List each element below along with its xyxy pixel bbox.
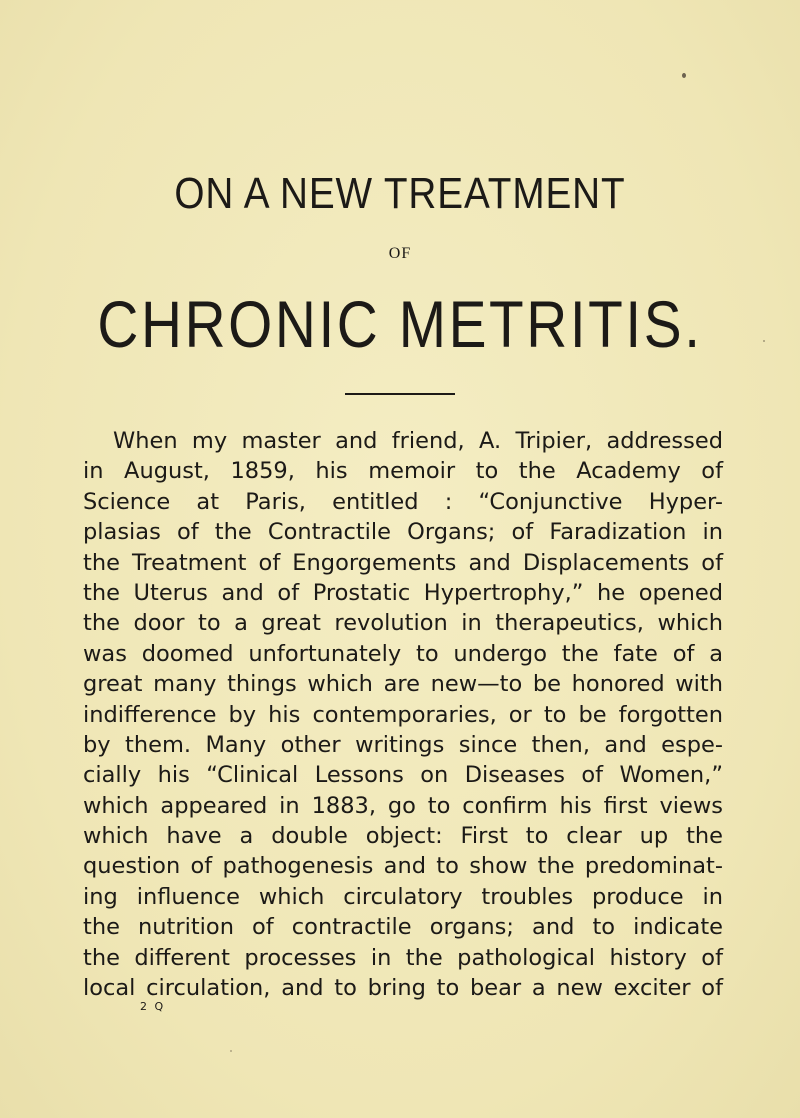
text-line: Science at Paris, entitled : “Conjunctive Hyper- <box>83 488 723 515</box>
text-line: by them. Many other writings since then, and espe- <box>83 731 723 758</box>
text-line: cially his “Clinical Lessons on Diseases of Women,” <box>83 762 723 789</box>
text-line: plasias of the Contractile Organs; of Faradization in <box>83 519 723 546</box>
text-line: which appeared in 1883, go to confirm his first views <box>83 792 723 819</box>
title-divider <box>345 393 455 395</box>
text-line: indifference by his contemporaries, or to be forgotten <box>83 701 723 728</box>
paper-speck <box>763 340 765 342</box>
text-line: in August, 1859, his memoir to the Academy of <box>83 458 723 485</box>
text-line: the nutrition of contractile organs; and to indicate <box>83 914 723 941</box>
text-line: local circulation, and to bring to bear a new exciter of <box>83 975 723 1002</box>
text-line: which have a double object: First to clear up the <box>83 823 723 850</box>
paper-speck <box>682 73 686 78</box>
text-line: When my master and friend, A. Tripier, addressed <box>113 428 723 454</box>
text-line: question of pathogenesis and to show the predominat- <box>83 853 723 880</box>
text-line: the Uterus and of Prostatic Hypertrophy,” he opened <box>83 579 723 606</box>
paper-speck <box>230 1050 232 1052</box>
chapter-subtitle: CHRONIC METRITIS. <box>97 287 703 361</box>
text-line: the Treatment of Engorgements and Displacements of <box>83 549 723 576</box>
title-connector: OF <box>388 245 412 262</box>
chapter-title: ON A NEW TREATMENT <box>174 169 626 218</box>
text-line: was doomed unfortunately to undergo the fate of a <box>83 640 723 667</box>
text-line: the different processes in the pathological history of <box>83 944 723 971</box>
body-paragraph <box>83 426 723 1003</box>
printer-signature-mark: 2 Q <box>140 1000 166 1013</box>
text-line: ing influence which circulatory troubles produce in <box>83 883 723 910</box>
text-line: great many things which are new—to be honored with <box>83 671 723 698</box>
text-line: the door to a great revolution in therapeutics, which <box>83 610 723 637</box>
